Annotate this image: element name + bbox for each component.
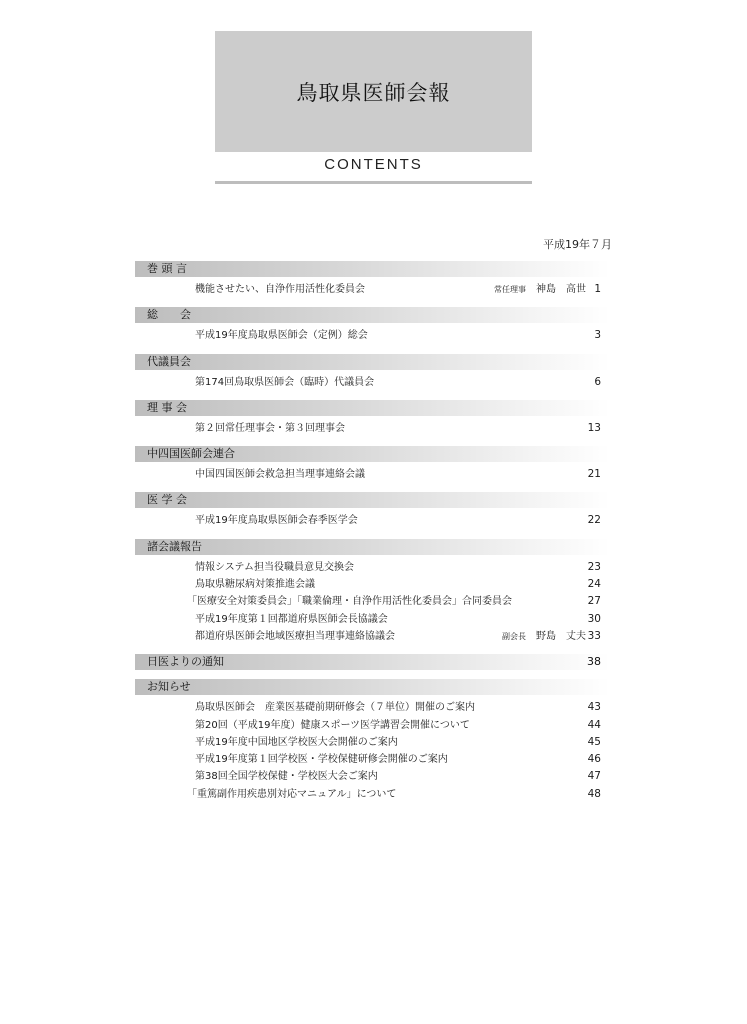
- section-label: 日医よりの通知: [147, 655, 224, 669]
- entry-page-number: 22: [587, 514, 601, 527]
- entry-title: 平成19年度第１回学校医・学校保健研修会開催のご案内: [195, 754, 448, 766]
- section-label: 総 会: [147, 308, 191, 322]
- entry-title: 平成19年度鳥取県医師会（定例）総会: [195, 330, 368, 342]
- entry-title: 情報システム担当役職員意見交換会: [195, 561, 354, 573]
- entry-list: [135, 695, 610, 803]
- toc-entry[interactable]: [135, 699, 610, 716]
- toc-entry[interactable]: [135, 717, 610, 734]
- entry-title: 第20回（平成19年度）健康スポーツ医学講習会開催について: [195, 719, 470, 731]
- entry-title: 中国四国医師会救急担当理事連絡会議: [195, 469, 365, 481]
- section-label: 巻 頭 言: [147, 262, 187, 275]
- entry-page-number: 23: [587, 560, 601, 573]
- entry-title: 平成19年度中国地区学校医大会開催のご案内: [195, 736, 398, 748]
- entry-page-number: 24: [587, 578, 601, 591]
- section-label: 代議員会: [147, 354, 191, 368]
- entry-title: 第38回全国学校保健・学校医大会ご案内: [195, 771, 378, 783]
- entry-page-number: 44: [587, 718, 601, 731]
- entry-page-number: 6: [594, 375, 601, 388]
- section-heading[interactable]: [135, 654, 610, 670]
- toc-entry[interactable]: [135, 420, 610, 437]
- entry-title: 「重篤副作用疾患別対応マニュアル」について: [187, 788, 397, 800]
- entry-list: [135, 555, 610, 645]
- section-label: お知らせ: [147, 680, 191, 694]
- toc-section: [135, 307, 610, 344]
- toc-entry[interactable]: [135, 559, 610, 576]
- section-heading[interactable]: [135, 354, 610, 370]
- entry-page-number: 48: [587, 787, 601, 800]
- entry-title: 鳥取県医師会 産業医基礎前期研修会（７単位）開催のご案内: [195, 702, 475, 714]
- entry-page-number: 33: [587, 629, 601, 642]
- entry-list: [135, 508, 610, 529]
- toc-entry[interactable]: [135, 512, 610, 529]
- entry-author-block: [494, 281, 586, 298]
- author-role: 副会長: [502, 631, 526, 641]
- entry-list: [135, 416, 610, 437]
- section-heading[interactable]: [135, 539, 610, 555]
- entry-title: 機能させたい、自浄作用活性化委員会: [195, 284, 365, 295]
- entry-title: 「医療安全対策委員会」「職業倫理・自浄作用活性化委員会」合同委員会: [187, 596, 512, 608]
- toc-entry[interactable]: [135, 734, 610, 751]
- author-name: 神島 高世: [536, 284, 586, 295]
- toc-section: [135, 261, 610, 298]
- entry-page-number: 45: [587, 735, 601, 748]
- toc-entry[interactable]: [135, 576, 610, 593]
- toc-entry[interactable]: [135, 768, 610, 785]
- toc-entry[interactable]: [135, 611, 610, 628]
- section-heading[interactable]: [135, 400, 610, 416]
- header-title-box: [215, 31, 532, 152]
- toc-section: [135, 492, 610, 529]
- toc-section: [135, 654, 610, 670]
- toc-section: [135, 539, 610, 645]
- entry-title: 第174回鳥取県医師会（臨時）代議員会: [195, 376, 375, 388]
- contents-label: CONTENTS: [324, 156, 423, 173]
- journal-title: 鳥取県医師会報: [296, 80, 451, 105]
- contents-divider: [215, 181, 532, 184]
- entry-author-block: [502, 628, 586, 645]
- toc-entry[interactable]: [135, 786, 610, 803]
- entry-page-number: 21: [587, 468, 601, 481]
- section-heading[interactable]: [135, 679, 610, 695]
- toc-entry[interactable]: [135, 751, 610, 768]
- entry-title: 平成19年度鳥取県医師会春季医学会: [195, 515, 358, 527]
- entry-list: [135, 462, 610, 483]
- entry-list: [135, 277, 610, 298]
- entry-list: [135, 370, 610, 391]
- toc-entry[interactable]: [135, 374, 610, 391]
- table-of-contents: [135, 261, 610, 812]
- entry-title: 都道府県医師会地域医療担当理事連絡協議会: [195, 630, 395, 642]
- toc-entry[interactable]: [135, 327, 610, 344]
- section-heading[interactable]: [135, 307, 610, 323]
- entry-page-number: 43: [587, 701, 601, 714]
- section-heading[interactable]: [135, 261, 610, 277]
- author-role: 常任理事: [494, 285, 526, 294]
- toc-entry[interactable]: [135, 628, 610, 645]
- entry-page-number: 46: [587, 753, 601, 766]
- entry-page-number: 30: [587, 612, 601, 625]
- toc-section: [135, 446, 610, 483]
- entry-page-number: 1: [594, 283, 601, 295]
- toc-entry[interactable]: [135, 593, 610, 610]
- toc-entry[interactable]: [135, 466, 610, 483]
- entry-page-number: 47: [587, 770, 601, 783]
- section-page-number: 38: [587, 655, 601, 669]
- section-label: 理 事 会: [147, 400, 187, 414]
- entry-title: 鳥取県糖尿病対策推進会議: [195, 579, 315, 591]
- entry-list: [135, 323, 610, 344]
- section-heading[interactable]: [135, 492, 610, 508]
- issue-date: 平成19年７月: [543, 238, 612, 251]
- entry-title: 平成19年度第１回都道府県医師会長協議会: [195, 613, 388, 625]
- toc-section: [135, 679, 610, 803]
- section-heading[interactable]: [135, 446, 610, 462]
- entry-title: 第２回常任理事会・第３回理事会: [195, 422, 345, 434]
- entry-page-number: 13: [587, 421, 601, 434]
- section-label: 医 学 会: [147, 493, 187, 507]
- section-label: 中四国医師会連合: [147, 447, 235, 461]
- entry-page-number: 3: [594, 329, 601, 342]
- toc-section: [135, 354, 610, 391]
- section-label: 諸会議報告: [147, 539, 202, 553]
- toc-section: [135, 400, 610, 437]
- toc-entry[interactable]: [135, 281, 610, 298]
- entry-page-number: 27: [587, 595, 601, 608]
- author-name: 野島 丈夫: [536, 630, 586, 642]
